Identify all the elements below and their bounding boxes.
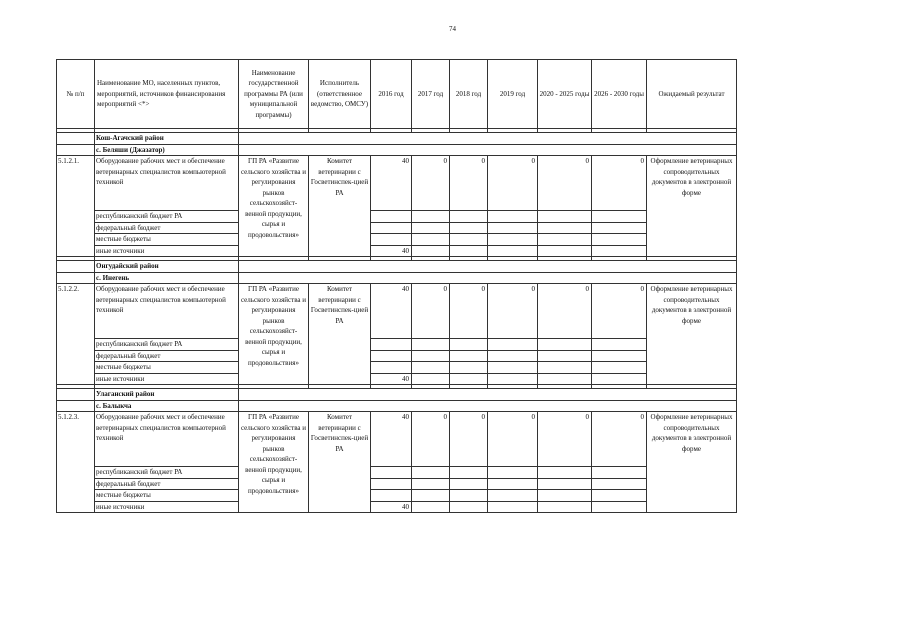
empty-cell: [371, 478, 412, 490]
funding-value-2016: 40: [371, 373, 412, 385]
empty-cell: [592, 245, 647, 257]
empty-cell: [488, 362, 538, 374]
value-2016: 40: [371, 284, 412, 339]
empty-cell: [412, 350, 450, 362]
empty-cell: [488, 501, 538, 513]
district-row: [57, 389, 737, 401]
empty-cell: [239, 272, 737, 284]
funding-row: [57, 373, 737, 385]
funding-row: [57, 362, 737, 374]
funding-row: [57, 467, 737, 479]
value-2017: 0: [412, 412, 450, 467]
program-name: ГП РА «Развитие сельского хозяйства и регулирования рынков сельскохозяйст-венной продукции, сырья и продовольствия»: [239, 284, 309, 385]
funding-row: [57, 490, 737, 502]
value-2020-2025: 0: [538, 284, 592, 339]
empty-cell: [412, 478, 450, 490]
empty-cell: [412, 362, 450, 374]
settlement-name: с. Беляши (Джазатор): [95, 144, 239, 156]
activity-row: [57, 412, 737, 467]
value-2019: 0: [488, 156, 538, 211]
value-2026-2030: 0: [592, 412, 647, 467]
empty-cell: [412, 373, 450, 385]
empty-cell: [488, 234, 538, 246]
funding-row: [57, 245, 737, 257]
empty-cell: [538, 350, 592, 362]
program-table: [56, 59, 737, 513]
empty-cell: [57, 133, 95, 145]
empty-cell: [488, 373, 538, 385]
empty-cell: [239, 400, 737, 412]
value-2017: 0: [412, 284, 450, 339]
empty-cell: [592, 211, 647, 223]
activity-row: [57, 284, 737, 339]
executor-name: Комитет ветеринарии с Госветинспек-цией РА: [309, 412, 371, 513]
funding-source: республиканский бюджет РА: [95, 339, 239, 351]
funding-row: [57, 501, 737, 513]
empty-cell: [239, 261, 737, 273]
header-executor: Исполнитель (ответственное ведомство, ОМСУ): [309, 60, 371, 129]
value-2018: 0: [450, 156, 488, 211]
funding-source: иные источники: [95, 245, 239, 257]
funding-source: федеральный бюджет: [95, 350, 239, 362]
page-number: 74: [449, 25, 456, 33]
header-2017: 2017 год: [412, 60, 450, 129]
value-2026-2030: 0: [592, 284, 647, 339]
empty-cell: [450, 211, 488, 223]
empty-cell: [371, 222, 412, 234]
empty-cell: [57, 272, 95, 284]
value-2018: 0: [450, 284, 488, 339]
empty-cell: [538, 245, 592, 257]
district-name: Онгудайский район: [95, 261, 239, 273]
empty-cell: [412, 501, 450, 513]
empty-cell: [412, 222, 450, 234]
empty-cell: [592, 501, 647, 513]
header-2016: 2016 год: [371, 60, 412, 129]
empty-cell: [450, 373, 488, 385]
table-header: [57, 60, 737, 129]
empty-cell: [538, 362, 592, 374]
header-num: № п/п: [57, 60, 95, 129]
activity-row: [57, 156, 737, 211]
empty-cell: [412, 245, 450, 257]
expected-result: Оформление ветеринарных сопроводительных документов в электронной форме: [647, 284, 737, 385]
funding-row: [57, 211, 737, 223]
header-2026-2030: 2026 - 2030 годы: [592, 60, 647, 129]
value-2026-2030: 0: [592, 156, 647, 211]
settlement-row: [57, 272, 737, 284]
program-name: ГП РА «Развитие сельского хозяйства и регулирования рынков сельскохозяйст-венной продукции, сырья и продовольствия»: [239, 412, 309, 513]
empty-cell: [538, 222, 592, 234]
settlement-row: [57, 400, 737, 412]
funding-source: республиканский бюджет РА: [95, 467, 239, 479]
header-program: Наименование государственной программы РА (или муниципальной программы): [239, 60, 309, 129]
empty-cell: [592, 373, 647, 385]
empty-cell: [57, 400, 95, 412]
empty-cell: [412, 234, 450, 246]
empty-cell: [371, 350, 412, 362]
empty-cell: [538, 339, 592, 351]
empty-cell: [450, 362, 488, 374]
empty-cell: [57, 144, 95, 156]
empty-cell: [57, 389, 95, 401]
empty-cell: [538, 234, 592, 246]
empty-cell: [592, 350, 647, 362]
activity-name: Оборудование рабочих мест и обеспечение ветеринарных специалистов компьютерной техникой: [95, 156, 239, 211]
value-2020-2025: 0: [538, 412, 592, 467]
district-row: [57, 133, 737, 145]
district-name: Кош-Агачский район: [95, 133, 239, 145]
value-2018: 0: [450, 412, 488, 467]
district-name: Улаганский район: [95, 389, 239, 401]
empty-cell: [538, 373, 592, 385]
empty-cell: [371, 211, 412, 223]
empty-cell: [450, 501, 488, 513]
empty-cell: [57, 261, 95, 273]
value-2019: 0: [488, 284, 538, 339]
empty-cell: [450, 350, 488, 362]
empty-cell: [488, 467, 538, 479]
empty-cell: [592, 222, 647, 234]
empty-cell: [592, 478, 647, 490]
empty-cell: [371, 467, 412, 479]
funding-row: [57, 339, 737, 351]
empty-cell: [488, 490, 538, 502]
empty-cell: [488, 339, 538, 351]
funding-source: республиканский бюджет РА: [95, 211, 239, 223]
value-2020-2025: 0: [538, 156, 592, 211]
header-result: Ожидаемый результат: [647, 60, 737, 129]
funding-value-2016: 40: [371, 245, 412, 257]
district-row: [57, 261, 737, 273]
empty-cell: [538, 211, 592, 223]
value-2016: 40: [371, 412, 412, 467]
empty-cell: [592, 339, 647, 351]
executor-name: Комитет ветеринарии с Госветинспек-цией РА: [309, 156, 371, 257]
funding-source: федеральный бюджет: [95, 222, 239, 234]
empty-cell: [488, 350, 538, 362]
empty-cell: [488, 211, 538, 223]
activity-number: 5.1.2.1.: [57, 156, 95, 257]
empty-cell: [592, 467, 647, 479]
header-name: Наименование МО, населенных пунктов, мероприятий, источников финансирования мероприятий <*>: [95, 60, 239, 129]
empty-cell: [239, 133, 737, 145]
empty-cell: [538, 478, 592, 490]
funding-row: [57, 222, 737, 234]
header-2018: 2018 год: [450, 60, 488, 129]
empty-cell: [450, 490, 488, 502]
empty-cell: [412, 490, 450, 502]
value-2017: 0: [412, 156, 450, 211]
header-2020-2025: 2020 - 2025 годы: [538, 60, 592, 129]
executor-name: Комитет ветеринарии с Госветинспек-цией РА: [309, 284, 371, 385]
funding-row: [57, 350, 737, 362]
empty-cell: [412, 211, 450, 223]
empty-cell: [371, 362, 412, 374]
activity-number: 5.1.2.2.: [57, 284, 95, 385]
empty-cell: [592, 234, 647, 246]
activity-name: Оборудование рабочих мест и обеспечение ветеринарных специалистов компьютерной техникой: [95, 412, 239, 467]
funding-source: иные источники: [95, 501, 239, 513]
empty-cell: [538, 501, 592, 513]
funding-row: [57, 234, 737, 246]
empty-cell: [239, 389, 737, 401]
empty-cell: [592, 362, 647, 374]
settlement-name: с. Балыкча: [95, 400, 239, 412]
empty-cell: [371, 339, 412, 351]
settlement-row: [57, 144, 737, 156]
funding-row: [57, 478, 737, 490]
funding-source: иные источники: [95, 373, 239, 385]
activity-name: Оборудование рабочих мест и обеспечение ветеринарных специалистов компьютерной техникой: [95, 284, 239, 339]
empty-cell: [488, 245, 538, 257]
expected-result: Оформление ветеринарных сопроводительных документов в электронной форме: [647, 412, 737, 513]
empty-cell: [538, 467, 592, 479]
empty-cell: [412, 339, 450, 351]
activity-number: 5.1.2.3.: [57, 412, 95, 513]
funding-source: федеральный бюджет: [95, 478, 239, 490]
empty-cell: [488, 222, 538, 234]
empty-cell: [538, 490, 592, 502]
program-name: ГП РА «Развитие сельского хозяйства и регулирования рынков сельскохозяйст-венной продукции, сырья и продовольствия»: [239, 156, 309, 257]
empty-cell: [450, 234, 488, 246]
empty-cell: [488, 478, 538, 490]
funding-value-2016: 40: [371, 501, 412, 513]
funding-source: местные бюджеты: [95, 362, 239, 374]
empty-cell: [450, 339, 488, 351]
value-2016: 40: [371, 156, 412, 211]
empty-cell: [450, 478, 488, 490]
empty-cell: [371, 490, 412, 502]
header-2019: 2019 год: [488, 60, 538, 129]
value-2019: 0: [488, 412, 538, 467]
empty-cell: [450, 467, 488, 479]
empty-cell: [450, 245, 488, 257]
empty-cell: [450, 222, 488, 234]
empty-cell: [592, 490, 647, 502]
funding-source: местные бюджеты: [95, 490, 239, 502]
expected-result: Оформление ветеринарных сопроводительных документов в электронной форме: [647, 156, 737, 257]
empty-cell: [412, 467, 450, 479]
settlement-name: с. Инегень: [95, 272, 239, 284]
funding-source: местные бюджеты: [95, 234, 239, 246]
empty-cell: [371, 234, 412, 246]
empty-cell: [239, 144, 737, 156]
